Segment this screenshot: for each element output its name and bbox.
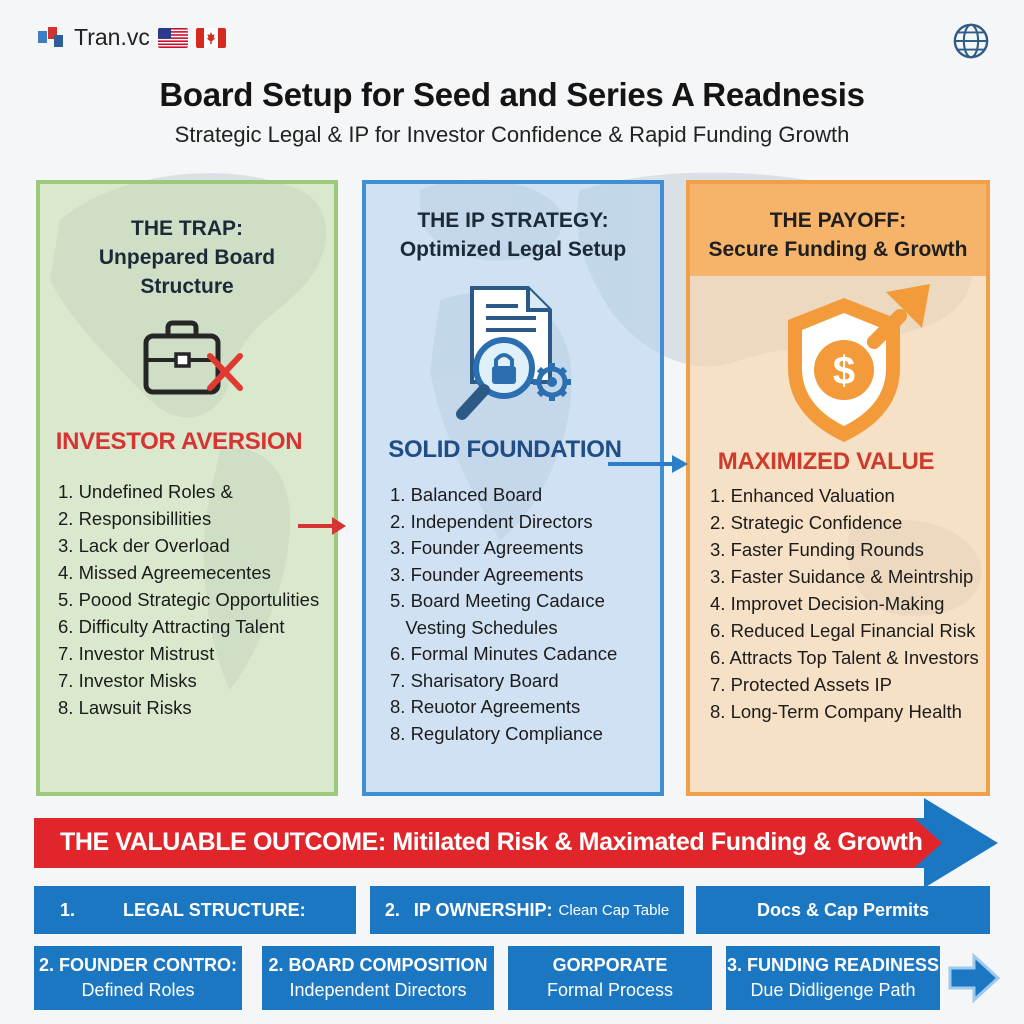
- list-item: 8. Reuotor Agreements: [390, 696, 581, 717]
- founder-control-box[interactable]: [34, 946, 242, 1010]
- list-item: 4. Missed Agreemecentes: [58, 562, 271, 583]
- list-item: 6. Formal Minutes Cadance: [390, 643, 618, 664]
- box-title: GORPORATE: [552, 955, 668, 975]
- list-item: 3. Faster Suidance & Meintrship: [710, 566, 974, 587]
- flow-arrow-icon: [296, 514, 348, 538]
- brand-name: Tran.vc: [74, 24, 150, 50]
- board-composition-box[interactable]: [262, 946, 494, 1010]
- list-item: 3. Founder Agreements: [390, 537, 584, 558]
- list-item: 2. Responsibillities: [58, 508, 212, 529]
- list-item: 7. Investor Misks: [58, 670, 197, 691]
- brand[interactable]: [36, 24, 226, 51]
- us-flag-icon: [158, 28, 188, 48]
- box-title: IP OWNERSHIP:: [413, 899, 553, 920]
- list-item: 1. Enhanced Valuation: [710, 485, 895, 506]
- tranvc-logo-icon: [36, 25, 66, 51]
- payoff-panel: [686, 180, 990, 796]
- trap-list: [58, 478, 319, 721]
- next-arrow-icon[interactable]: [946, 950, 1002, 1006]
- list-item: 8. Regulatory Compliance: [390, 722, 603, 744]
- ip-heading: [366, 206, 660, 264]
- list-item: 5. Poood Strategic Opportulities: [58, 589, 320, 610]
- box-subtitle: Clean Cap Table: [558, 901, 670, 919]
- box-subtitle: Due Didligenge Path: [750, 980, 916, 1000]
- list-item: 3. Faster Funding Rounds: [710, 539, 924, 560]
- list-item: Vesting Schedules: [390, 616, 558, 638]
- ip-heading-line1: THE IP STRATEGY:: [417, 209, 609, 232]
- list-item: 5. Board Meeting Cadaıce: [390, 590, 605, 611]
- list-item: 7. Sharisatory Board: [390, 669, 559, 691]
- list-item: 6. Difficulty Attracting Talent: [58, 616, 285, 637]
- payoff-heading-line2: Secure Funding & Growth: [708, 238, 968, 261]
- list-item: 3. Founder Agreements: [390, 563, 584, 585]
- box-subtitle: Formal Process: [546, 980, 674, 1000]
- box-number: 1.: [60, 899, 76, 920]
- box-title: 2. FOUNDER CONTRO:: [39, 955, 237, 975]
- trap-label: INVESTOR AVERSION: [55, 428, 303, 455]
- briefcase-x-icon: [140, 318, 252, 400]
- trap-heading-line2: Unpepared Board: [98, 246, 276, 269]
- box-subtitle: Defined Roles: [81, 980, 195, 1000]
- shield-dollar-growth-icon: [778, 280, 938, 450]
- box-title: 2. BOARD COMPOSITION: [268, 955, 488, 975]
- list-item: 4. Improvet Decision-Making: [710, 593, 945, 614]
- page-title: Board Setup for Seed and Series A Readnesis: [159, 76, 865, 113]
- list-item: 6. Reduced Legal Financial Risk: [710, 620, 976, 641]
- ip-heading-line2: Optimized Legal Setup: [399, 238, 627, 261]
- list-item: 1. Balanced Board: [390, 484, 543, 505]
- box-title: LEGAL STRUCTURE:: [123, 899, 306, 920]
- list-item: 2. Strategic Confidence: [710, 512, 903, 533]
- trap-heading-line3: Structure: [140, 275, 234, 298]
- ip-strategy-panel: [362, 180, 664, 796]
- list-item: 8. Long-Term Company Health: [710, 701, 962, 722]
- payoff-heading: [690, 206, 986, 264]
- trap-heading-line1: THE TRAP:: [131, 217, 243, 240]
- ip-list: [390, 482, 617, 747]
- box-title: 3. FUNDING READINESS: [726, 955, 940, 975]
- list-item: 7. Protected Assets IP: [710, 674, 893, 695]
- ip-ownership-box[interactable]: [370, 886, 684, 934]
- globe-icon[interactable]: [952, 22, 990, 60]
- list-item: 3. Lack der Overload: [58, 535, 230, 556]
- document-lock-magnifier-icon: [432, 284, 582, 434]
- payoff-list: [710, 482, 979, 725]
- box-title: Docs & Cap Permits: [756, 899, 930, 920]
- list-item: 2. Independent Directors: [390, 510, 593, 532]
- page-subtitle: Strategic Legal & IP for Investor Confidence & Rapid Funding Growth: [174, 122, 850, 147]
- canada-flag-icon: [196, 28, 226, 48]
- funding-readiness-box[interactable]: [726, 946, 940, 1010]
- legal-structure-box[interactable]: [34, 886, 356, 934]
- payoff-label: MAXIMIZED VALUE: [717, 448, 935, 475]
- list-item: 6. Attracts Top Talent & Investors: [710, 647, 979, 668]
- flow-arrow-icon: [606, 452, 690, 476]
- svg-text:$: $: [832, 349, 856, 393]
- box-number: 2.: [384, 899, 400, 920]
- list-item: 8. Lawsuit Risks: [58, 697, 192, 718]
- corporate-box[interactable]: [508, 946, 712, 1010]
- trap-heading: [40, 214, 334, 301]
- list-item: 7. Investor Mistrust: [58, 643, 215, 664]
- ip-label: SOLID FOUNDATION: [388, 436, 622, 463]
- list-item: 1. Undefined Roles &: [58, 481, 233, 502]
- trap-panel: [36, 180, 338, 796]
- outcome-banner-text: THE VALUABLE OUTCOME: Mitilated Risk & Maximated Funding & Growth: [60, 828, 923, 856]
- docs-cap-permits-box[interactable]: [696, 886, 990, 934]
- payoff-heading-line1: THE PAYOFF:: [769, 209, 907, 232]
- box-subtitle: Independent Directors: [289, 980, 467, 1000]
